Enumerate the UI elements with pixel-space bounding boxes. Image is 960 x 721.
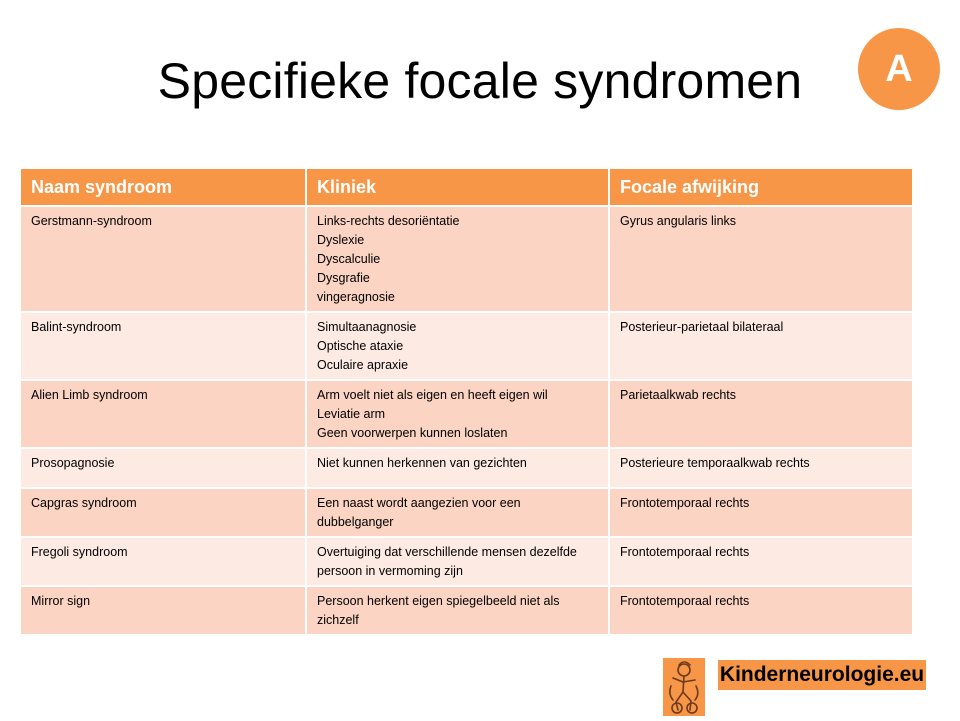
syndrome-focaal: Posterieure temporaalkwab rechts — [610, 449, 912, 487]
syndrome-kliniek — [307, 538, 608, 585]
kliniek-line: Oculaire apraxie — [317, 358, 409, 372]
table-row — [21, 313, 912, 379]
syndrome-kliniek — [307, 313, 608, 379]
kliniek-line: Geen voorwerpen kunnen loslaten — [317, 426, 508, 440]
syndrome-focaal: Frontotemporaal rechts — [610, 489, 912, 536]
table-header-row — [21, 169, 912, 205]
syndrome-name: Capgras syndroom — [21, 489, 305, 536]
header-kliniek: Kliniek — [307, 169, 608, 205]
syndrome-name: Gerstmann-syndroom — [21, 207, 305, 311]
table-row — [21, 489, 912, 536]
kliniek-line: Overtuiging dat verschillende mensen dezelfde persoon in vermoming zijn — [317, 545, 577, 578]
syndrome-name: Alien Limb syndroom — [21, 381, 305, 447]
slide-title: Specifieke focale syndromen — [157, 53, 803, 109]
syndromes-table — [19, 167, 914, 636]
kliniek-line: Een naast wordt aangezien voor een dubbelganger — [317, 496, 521, 529]
syndrome-name: Prosopagnosie — [21, 449, 305, 487]
header-naam: Naam syndroom — [21, 169, 305, 205]
syndrome-focaal: Gyrus angularis links — [610, 207, 912, 311]
kliniek-line: Links-rechts desoriëntatie — [317, 214, 460, 228]
syndrome-kliniek — [307, 381, 608, 447]
syndrome-name: Balint-syndroom — [21, 313, 305, 379]
child-figure-icon — [663, 658, 705, 716]
syndrome-kliniek — [307, 449, 608, 487]
kliniek-line: Arm voelt niet als eigen en heeft eigen wil — [317, 388, 548, 402]
child-figure-drawing — [663, 658, 705, 716]
kliniek-line: Dyslexie — [317, 233, 365, 247]
header-focaal: Focale afwijking — [610, 169, 912, 205]
kliniek-line: Dyscalculie — [317, 252, 381, 266]
kliniek-line: Simultaanagnosie — [317, 320, 417, 334]
brand-logo-text[interactable]: Kinderneurologie.eu — [718, 660, 926, 690]
table-row — [21, 587, 912, 634]
syndrome-focaal: Frontotemporaal rechts — [610, 587, 912, 634]
kliniek-line: vingeragnosie — [317, 290, 395, 304]
syndrome-kliniek — [307, 587, 608, 634]
table-row — [21, 449, 912, 487]
syndrome-focaal: Posterieur-parietaal bilateraal — [610, 313, 912, 379]
syndrome-name: Mirror sign — [21, 587, 305, 634]
kliniek-line: Niet kunnen herkennen van gezichten — [317, 456, 527, 470]
kliniek-line: Optische ataxie — [317, 339, 404, 353]
syndrome-kliniek — [307, 489, 608, 536]
table-row — [21, 207, 912, 311]
table-row — [21, 538, 912, 585]
syndrome-focaal: Parietaalkwab rechts — [610, 381, 912, 447]
syndrome-focaal: Frontotemporaal rechts — [610, 538, 912, 585]
syndrome-kliniek — [307, 207, 608, 311]
syndrome-name: Fregoli syndroom — [21, 538, 305, 585]
kliniek-line: Persoon herkent eigen spiegelbeeld niet als zichzelf — [317, 594, 560, 627]
section-badge: A — [858, 28, 940, 110]
kliniek-line: Dysgrafie — [317, 271, 370, 285]
kliniek-line: Leviatie arm — [317, 407, 386, 421]
table-row — [21, 381, 912, 447]
